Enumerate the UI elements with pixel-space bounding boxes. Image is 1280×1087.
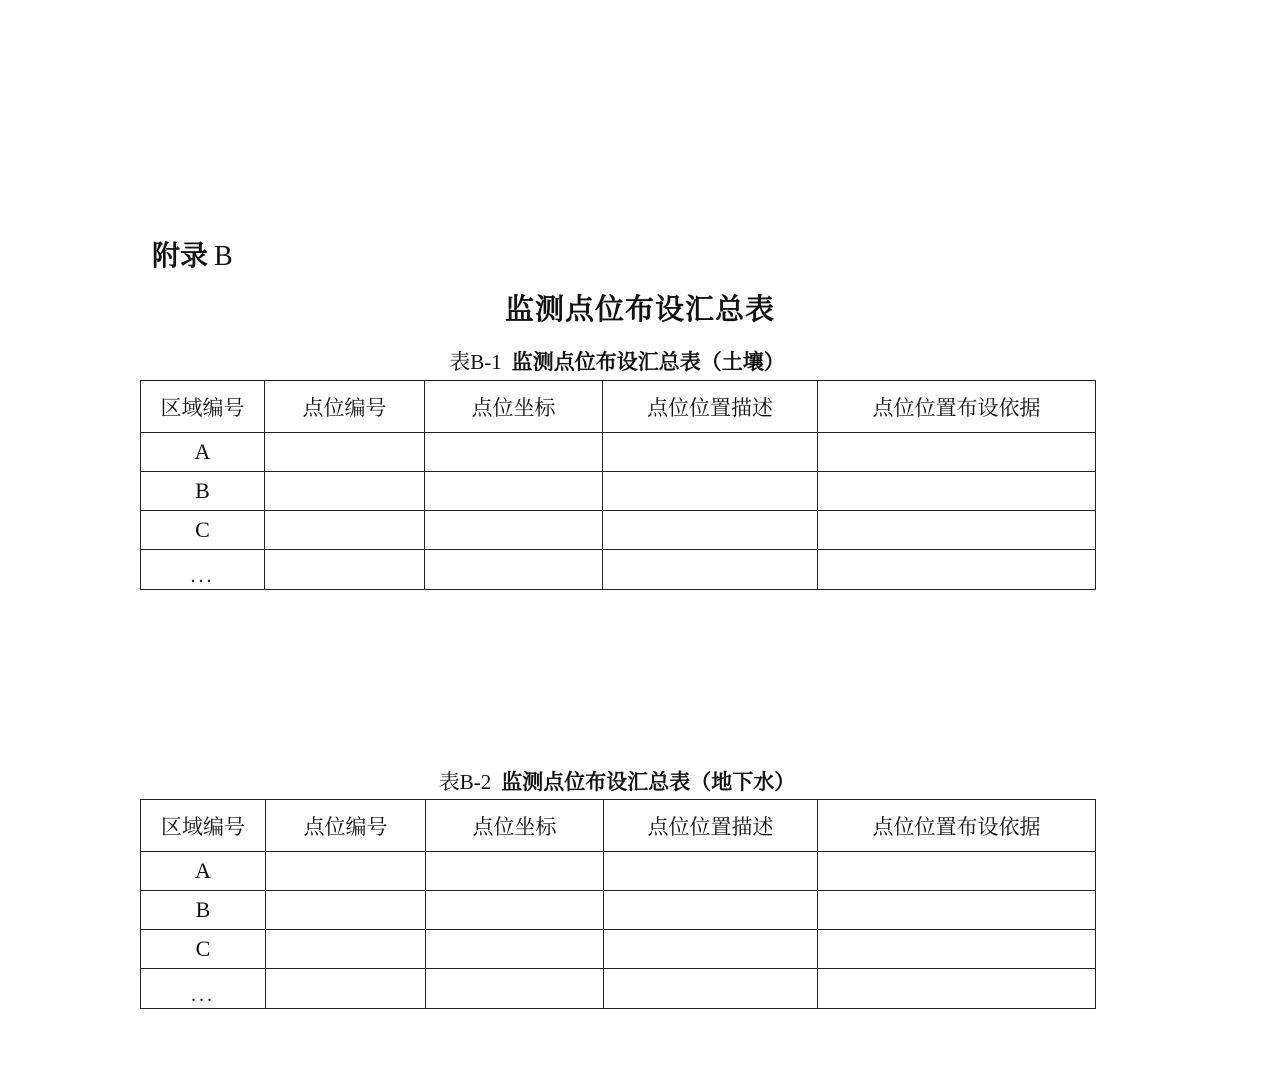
table-row <box>141 472 1096 511</box>
basis-cell <box>818 433 1096 472</box>
header-location-description: 点位位置描述 <box>603 381 818 433</box>
description-cell <box>603 433 818 472</box>
summary-table-soil <box>140 380 1096 590</box>
header-region-id: 区域编号 <box>141 800 266 852</box>
table-row <box>141 969 1096 1009</box>
basis-cell <box>818 930 1096 969</box>
appendix-heading <box>152 236 233 277</box>
coordinates-cell <box>426 891 604 930</box>
table-row <box>141 550 1096 590</box>
appendix-prefix: 附录 <box>152 239 209 272</box>
basis-cell <box>818 472 1096 511</box>
table-row <box>141 511 1096 550</box>
coordinates-cell <box>425 472 603 511</box>
table-caption-groundwater <box>140 767 1094 797</box>
table-header-row <box>141 381 1096 433</box>
table-caption-text: 监测点位布设汇总表（地下水） <box>501 769 796 794</box>
table-row <box>141 852 1096 891</box>
basis-cell <box>818 891 1096 930</box>
point-id-cell <box>266 969 426 1009</box>
coordinates-cell <box>426 852 604 891</box>
basis-cell <box>818 969 1096 1009</box>
basis-cell <box>818 511 1096 550</box>
region-cell: ... <box>141 969 266 1009</box>
point-id-cell <box>266 852 426 891</box>
table-row <box>141 433 1096 472</box>
header-point-id: 点位编号 <box>265 381 425 433</box>
table-row <box>141 930 1096 969</box>
basis-cell <box>818 852 1096 891</box>
coordinates-cell <box>426 930 604 969</box>
description-cell <box>604 852 818 891</box>
point-id-cell <box>265 511 425 550</box>
region-cell: ... <box>141 550 265 590</box>
region-cell: B <box>141 891 266 930</box>
table-code: 表B-2 <box>438 770 492 794</box>
header-placement-basis: 点位位置布设依据 <box>818 381 1096 433</box>
appendix-letter: B <box>214 241 233 272</box>
header-point-id: 点位编号 <box>266 800 426 852</box>
table-row <box>141 891 1096 930</box>
point-id-cell <box>265 433 425 472</box>
table-code: 表B-1 <box>449 350 502 374</box>
header-point-coordinates: 点位坐标 <box>425 381 603 433</box>
description-cell <box>603 511 818 550</box>
point-id-cell <box>265 472 425 511</box>
point-id-cell <box>265 550 425 590</box>
coordinates-cell <box>425 433 603 472</box>
header-location-description: 点位位置描述 <box>604 800 818 852</box>
point-id-cell <box>266 891 426 930</box>
table-caption-text: 监测点位布设汇总表（土壤） <box>511 349 785 374</box>
region-cell: A <box>141 433 265 472</box>
coordinates-cell <box>426 969 604 1009</box>
region-cell: C <box>141 511 265 550</box>
basis-cell <box>818 550 1096 590</box>
description-cell <box>603 550 818 590</box>
description-cell <box>604 891 818 930</box>
header-point-coordinates: 点位坐标 <box>426 800 604 852</box>
header-placement-basis: 点位位置布设依据 <box>818 800 1096 852</box>
point-id-cell <box>266 930 426 969</box>
table-header-row <box>141 800 1096 852</box>
description-cell <box>604 930 818 969</box>
region-cell: B <box>141 472 265 511</box>
region-cell: C <box>141 930 266 969</box>
summary-table-groundwater <box>140 799 1096 1009</box>
table-caption-soil <box>140 347 1094 377</box>
coordinates-cell <box>425 550 603 590</box>
header-region-id: 区域编号 <box>141 381 265 433</box>
region-cell: A <box>141 852 266 891</box>
coordinates-cell <box>425 511 603 550</box>
description-cell <box>603 472 818 511</box>
description-cell <box>604 969 818 1009</box>
page-title: 监测点位布设汇总表 <box>504 292 775 326</box>
